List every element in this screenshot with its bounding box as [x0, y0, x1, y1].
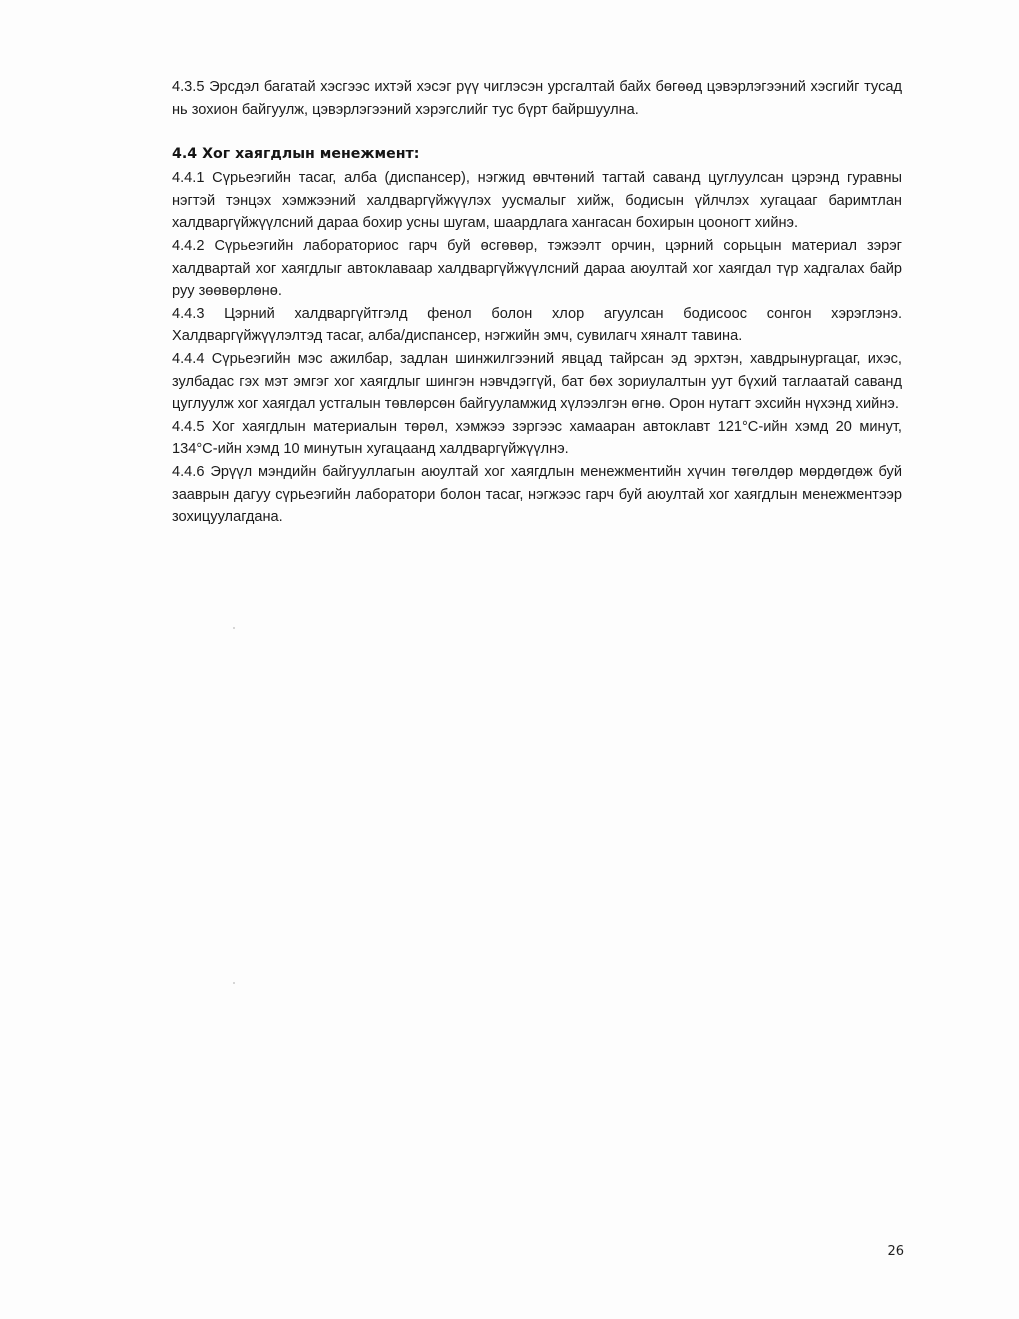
page-number: 26	[887, 1244, 904, 1259]
paragraph-4-4-5: 4.4.5 Хог хаягдлын материалын төрөл, хэмжээ зэргээс хамааран автоклавт 121°С-ийн хэмд 20 минут, 134°С-ийн хэмд 10 минутын хугацаанд халдваргүйжүүлнэ.	[172, 418, 902, 458]
paragraph-4-4-6: 4.4.6 Эрүүл мэндийн байгууллагын аюултай хог хаягдлын менежментийн хүчин төгөлдөр мөрдөгдөж буй зааврын дагуу сүрьеэгийн лаборатори болон тасаг, нэгжээс гарч буй аюултай хог хаягдлын менежментээр зохицуулагдана.	[172, 463, 902, 526]
paragraph-4-4-4: 4.4.4 Сүрьеэгийн мэс ажилбар, задлан шинжилгээний явцад тайрсан эд эрхтэн, хавдрынургацаг, ихэс, зулбадас гэх мэт эмгэг хог хаягдлыг шингэн нэвчдэггүй, бат бөх зориулалтын уут бүхий таглаатай саванд цуглуулж хог хаягдал устгалын төвлөрсөн байгууламжид хүлээлгэн өгнө. Орон нутагт эхсийн нүхэнд хийнэ.	[172, 350, 902, 413]
scan-speck	[233, 627, 235, 629]
paragraph-4-3-5: 4.3.5 Эрсдэл багатай хэсгээс ихтэй хэсэг рүү чиглэсэн урсгалтай байх бөгөөд цэвэрлэгээний хэсгийг тусад нь зохион байгуулж, цэвэрлэгээний хэрэгслийг тус бүрт байршуулна.	[172, 79, 902, 118]
document-body	[172, 76, 902, 529]
scan-speck	[233, 982, 235, 984]
paragraph-4-4-2: 4.4.2 Сүрьеэгийн лабораториос гарч буй өсгөвөр, тэжээлт орчин, цэрний сорьцын материал зэрэг халдвартай хог хаягдлыг автоклаваар халдваргүйжүүлсний дараа аюултай хог хаягдал түр хадгалах байр руу зөөвөрлөнө.	[172, 237, 902, 300]
paragraph-4-4-1: 4.4.1 Сүрьеэгийн тасаг, алба (диспансер), нэгжид өвчтөний тагтай саванд цуглуулсан цэрэнд гуравны нэгтэй тэнцэх хэмжээний халдваргүйжүүлэх уусмалыг хийж, бодисын үйлчлэх хугацааг баримтлан халдваргүйжүүлсний дараа бохир усны шугам, шаардлага хангасан бохирын цооногт хийнэ.	[172, 170, 902, 232]
paragraph-4-4-3: 4.4.3 Цэрний халдваргүйтгэлд фенол болон хлор агуулсан бодисоос сонгон хэрэглэнэ. Халдваргүйжүүлэлтэд тасаг, алба/диспансер, нэгжийн эмч, сувилагч хяналт тавина.	[172, 305, 902, 345]
section-heading-4-4: 4.4 Хог хаягдлын менежмент:	[172, 146, 420, 163]
